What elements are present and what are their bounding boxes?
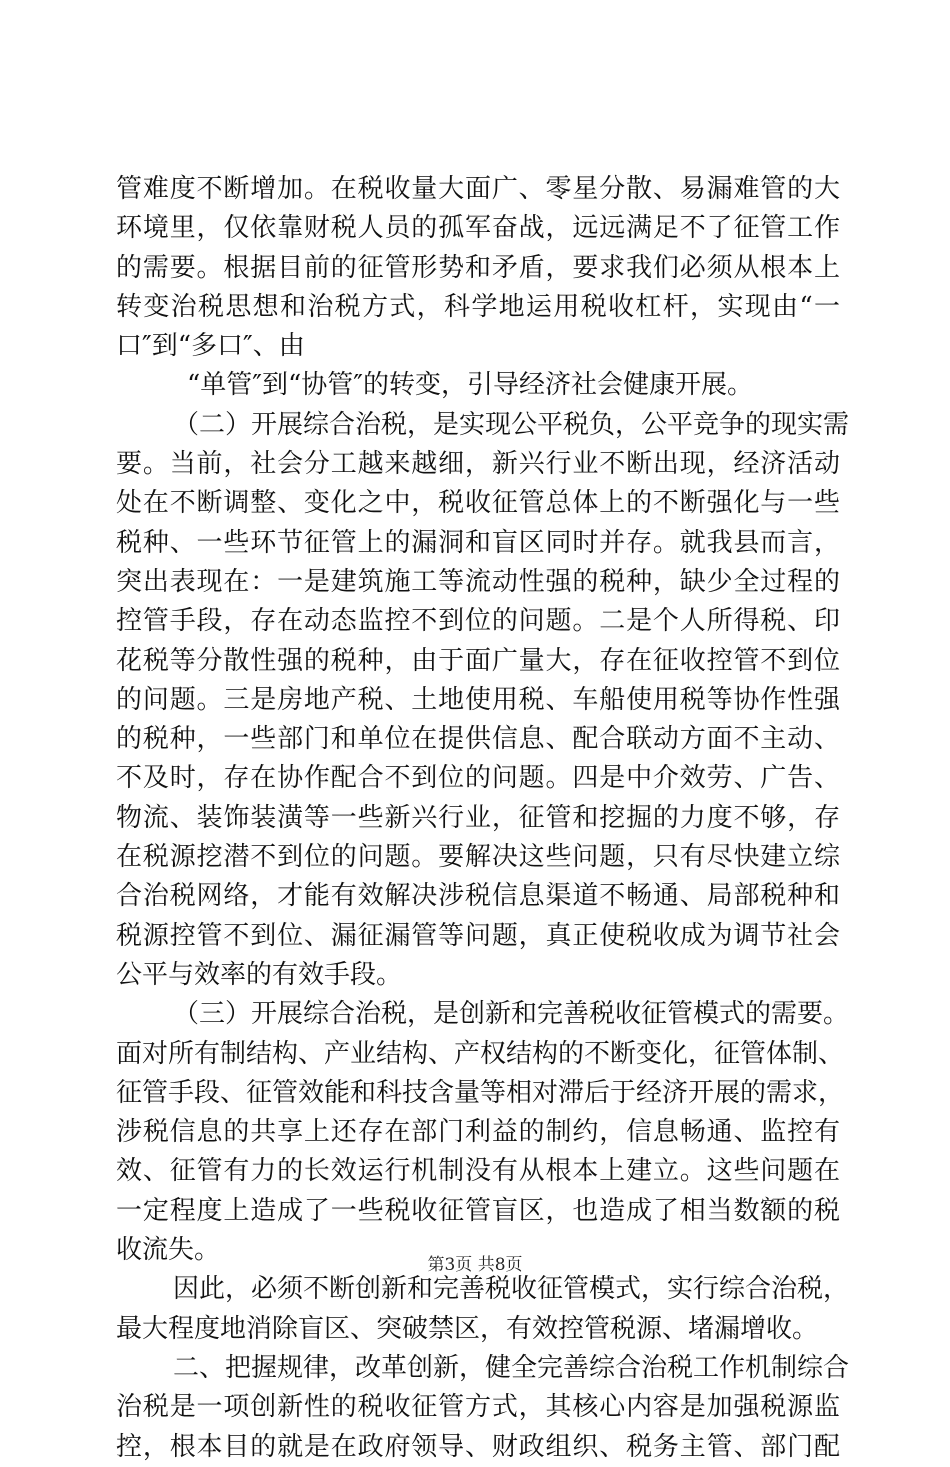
text-line: 面对所有制结构、产业结构、产权结构的不断变化，征管体制、 xyxy=(116,1038,845,1069)
text-line: 处在不断调整、变化之中，税收征管总体上的不断强化与一些 xyxy=(116,488,840,519)
text-line: 效、征管有力的长效运行机制没有从根本上建立。这些问题在 xyxy=(116,1156,840,1187)
text-line: 控管手段，存在动态监控不到位的问题。二是个人所得税、印 xyxy=(116,606,840,637)
text-line: 在税源挖潜不到位的问题。要解决这些问题，只有尽快建立综 xyxy=(116,842,840,873)
text-line: 的需要。根据目前的征管形势和矛盾，要求我们必须从根本上 xyxy=(116,252,840,283)
text-line: 公平与效率的有效手段。 xyxy=(116,959,403,990)
text-line: 收流失。 xyxy=(116,1235,221,1266)
text-line: 税源控管不到位、漏征漏管等问题，真正使税收成为调节社会 xyxy=(116,920,840,951)
text-line: 的问题。三是房地产税、土地使用税、车船使用税等协作性强 xyxy=(116,684,840,715)
text-line: 突出表现在：一是建筑施工等流动性强的税种，缺少全过程的 xyxy=(116,566,840,597)
text-line: 环境里，仅依靠财税人员的孤军奋战，远远满足不了征管工作 xyxy=(116,213,840,244)
text-line: 合治税网络，才能有效解决涉税信息渠道不畅通、局部税种和 xyxy=(116,881,840,912)
text-line: 治税是一项创新性的税收征管方式，其核心内容是加强税源监 xyxy=(116,1392,840,1423)
text-line: “单管″到“协管″的转变，引导经济社会健康开展。 xyxy=(187,370,754,401)
text-line: 涉税信息的共享上还存在部门利益的制约，信息畅通、监控有 xyxy=(116,1117,840,1148)
text-line: 花税等分散性强的税种，由于面广量大，存在征收控管不到位 xyxy=(116,645,840,676)
text-line: 最大程度地消除盲区、突破禁区，有效控管税源、堵漏增收。 xyxy=(116,1313,819,1344)
paragraph-start: 二、把握规律，改革创新，健全完善综合治税工作机制综合 xyxy=(173,1352,850,1383)
text-line: 管难度不断增加。在税收量大面广、零星分散、易漏难管的大 xyxy=(116,174,840,204)
text-line: 控，根本目的就是在政府领导、财政组织、税务主管、部门配 xyxy=(116,1431,840,1462)
text-line: 物流、装饰装潢等一些新兴行业，征管和挖掘的力度不够，存 xyxy=(116,802,840,833)
text-line: 不及时，存在协作配合不到位的问题。四是中介效劳、广告、 xyxy=(116,763,840,794)
text-line: 征管手段、征管效能和科技含量等相对滞后于经济开展的需求， xyxy=(116,1077,845,1108)
paragraph-start: （二）开展综合治税，是实现公平税负，公平竞争的现实需 xyxy=(173,409,850,440)
text-line: 税种、一些环节征管上的漏洞和盲区同时并存。就我县而言， xyxy=(116,527,840,558)
text-line: 要。当前，社会分工越来越细，新兴行业不断出现，经济活动 xyxy=(116,449,840,480)
paragraph-start: 因此，必须不断创新和完善税收征管模式，实行综合治税， xyxy=(173,1274,850,1305)
text-line: 一定程度上造成了一些税收征管盲区，也造成了相当数额的税 xyxy=(116,1195,840,1226)
paragraph-start: （三）开展综合治税，是创新和完善税收征管模式的需要。 xyxy=(173,999,850,1030)
page-number-footer: 第3页 共8页 xyxy=(427,1255,523,1275)
text-line: 口″到“多口″、由 xyxy=(116,331,305,362)
text-line: 的税种，一些部门和单位在提供信息、配合联动方面不主动、 xyxy=(116,724,840,755)
text-line: 转变治税思想和治税方式，科学地运用税收杠杆，实现由“一 xyxy=(116,291,840,322)
